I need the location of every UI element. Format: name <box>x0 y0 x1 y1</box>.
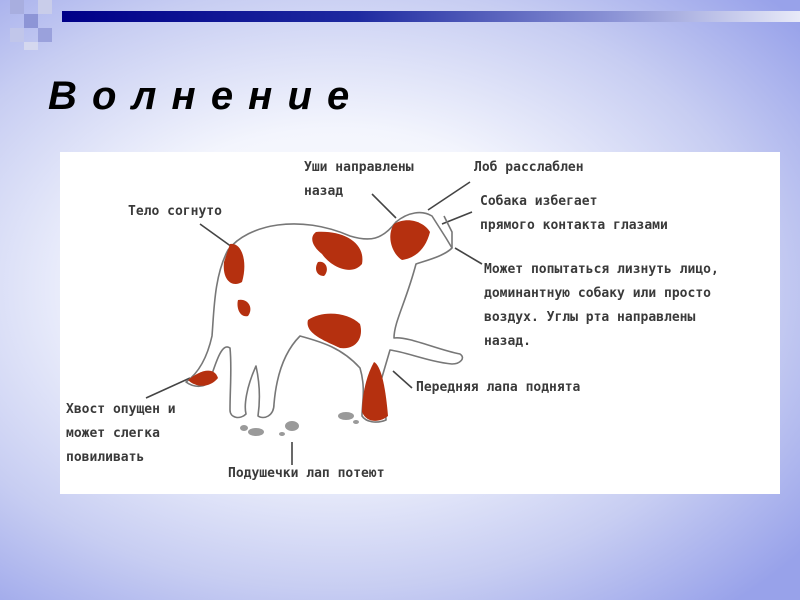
label-eyes: Собака избегает прямого контакта глазами <box>480 194 668 233</box>
label-mouth: Может попытаться лизнуть лицо, доминантную собаку или просто воздух. Углы рта направлены назад. <box>484 262 719 349</box>
label-forehead: Лоб расслаблен <box>474 160 584 175</box>
corner-decoration <box>0 0 70 50</box>
top-accent-bar <box>62 11 800 22</box>
diagram-panel <box>60 152 780 494</box>
label-pads: Подушечки лап потеют <box>228 466 385 481</box>
label-tail: Хвост опущен и может слегка повиливать <box>66 402 176 465</box>
label-ears: Уши направлены назад <box>304 160 414 199</box>
label-paw: Передняя лапа поднята <box>416 380 581 395</box>
pointer-body <box>200 224 232 247</box>
pointer-paw <box>393 371 412 388</box>
slide-title: В о л н е н и е <box>48 74 352 118</box>
pointer-tail <box>146 378 190 398</box>
pointer-mouth <box>455 248 482 264</box>
label-body: Тело согнуто <box>128 204 222 219</box>
pointer-forehead <box>428 182 470 210</box>
